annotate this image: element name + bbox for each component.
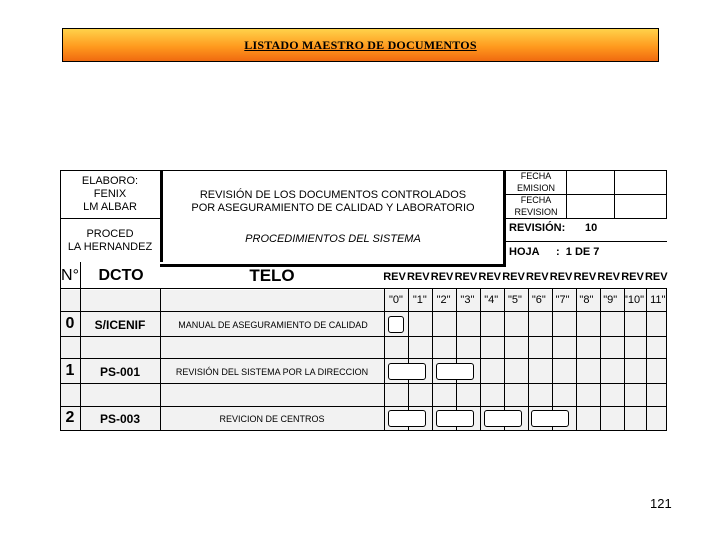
- row-0-no: 0: [65, 315, 75, 332]
- hoja-value: : 1 DE 7: [556, 246, 600, 258]
- row-2-rev2-checkbox[interactable]: [436, 410, 474, 427]
- proced-name: LA HERNANDEZ: [67, 241, 153, 253]
- page-title: LISTADO MAESTRO DE DOCUMENTOS: [244, 37, 477, 52]
- revision-value: 10: [585, 222, 598, 234]
- proced-box: [58, 226, 162, 256]
- rev-number-4: "4": [484, 294, 499, 306]
- revision-label: REVISIÓN:: [509, 222, 566, 234]
- procedures-label: PROCEDIMIENTOS DEL SISTEMA: [245, 232, 421, 245]
- rev-number-8: "8": [579, 294, 594, 306]
- rev-header-5: REV: [502, 271, 525, 283]
- row-2-rev4-checkbox[interactable]: [484, 410, 522, 427]
- row-2-telo: REVICION DE CENTROS: [219, 414, 325, 424]
- rev-header-1: REV: [406, 271, 430, 283]
- elaboro-name-1: FENIX: [93, 187, 127, 200]
- rev-number-11: 11": [650, 294, 666, 306]
- row-2-rev0-checkbox[interactable]: [388, 410, 426, 427]
- rev-number-5: "5": [508, 294, 522, 306]
- hoja-label: HOJA: [509, 246, 540, 258]
- fecha-emision-label: [506, 170, 566, 194]
- elaboro-name-2: LM ALBAR: [83, 200, 137, 213]
- fecha-revision-line1: FECHA: [520, 195, 552, 205]
- row-1-rev2-checkbox[interactable]: [436, 363, 474, 380]
- rev-number-9: "9": [603, 294, 618, 306]
- rev-header-3: REV: [454, 271, 478, 283]
- rev-number-3: "3": [460, 294, 475, 306]
- fecha-emision-line2: EMISION: [516, 183, 555, 193]
- rev-number-6: "6": [531, 294, 546, 306]
- title-banner: [62, 28, 659, 62]
- rev-header-10: REV: [621, 271, 644, 283]
- rev-header-11: REV: [644, 271, 668, 283]
- row-1-rev0-checkbox[interactable]: [388, 363, 426, 380]
- revision-title-line2: POR ASEGURAMIENTO DE CALIDAD Y LABORATORIO: [191, 202, 475, 214]
- revision-title: [163, 186, 503, 218]
- elaboro-box: [60, 172, 160, 216]
- fecha-revision-label: [506, 194, 566, 218]
- proced-label: PROCED: [86, 228, 134, 240]
- rev-header-0: REV: [383, 271, 406, 283]
- rev-number-2: "2": [436, 294, 451, 306]
- page-number: 121: [650, 496, 672, 511]
- rev-header-7: REV: [549, 271, 573, 283]
- row-0-rev0-checkbox[interactable]: [388, 316, 404, 333]
- column-header-dcto: DCTO: [98, 267, 144, 284]
- rev-header-9: REV: [597, 271, 620, 283]
- row-1-telo: REVISIÓN DEL SISTEMA POR LA DIRECCION: [175, 367, 369, 377]
- fecha-emision-line1: FECHA: [520, 171, 552, 181]
- elaboro-label: ELABORO:: [81, 174, 139, 187]
- rev-number-7: "7": [555, 294, 570, 306]
- row-0-dcto: S/ICENIF: [94, 318, 146, 332]
- rev-header-6: REV: [525, 271, 549, 283]
- row-1-dcto: PS-001: [99, 365, 141, 379]
- column-header-telo: TELO: [249, 266, 295, 285]
- fecha-revision-line2: REVISION: [514, 207, 558, 217]
- rev-number-1: "1": [412, 294, 427, 306]
- row-0-telo: MANUAL DE ASEGURAMIENTO DE CALIDAD: [178, 320, 368, 330]
- row-2-dcto: PS-003: [99, 412, 141, 426]
- rev-header-4: REV: [478, 271, 501, 283]
- rev-header-2: REV: [430, 271, 454, 283]
- rev-number-10: "10": [623, 294, 645, 306]
- row-2-rev6-checkbox[interactable]: [531, 410, 569, 427]
- column-header-no: N°: [61, 267, 79, 284]
- revision-title-line1: REVISIÓN DE LOS DOCUMENTOS CONTROLADOS: [199, 189, 467, 201]
- rev-header-8: REV: [573, 271, 597, 283]
- row-2-no: 2: [65, 409, 75, 426]
- rev-number-0: "0": [389, 294, 403, 306]
- row-1-no: 1: [65, 362, 75, 379]
